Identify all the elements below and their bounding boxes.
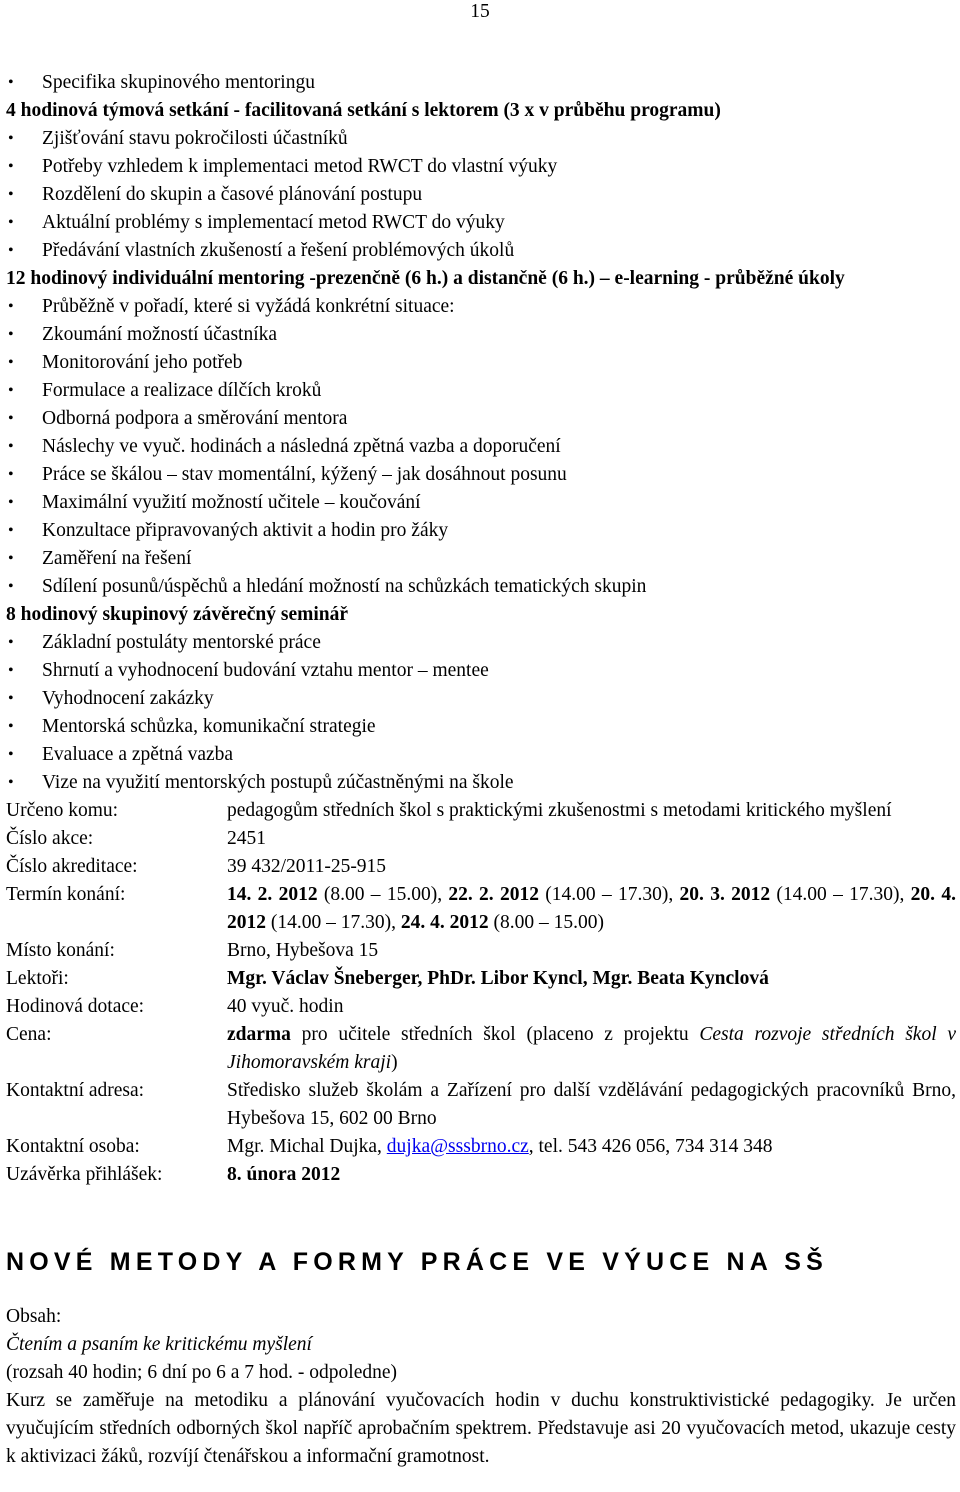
info-value-dates	[227, 881, 956, 937]
time: (8.00 – 15.00)	[488, 912, 604, 933]
info-value-price	[227, 1021, 956, 1077]
project-name: Cesta rozvoje středních škol v Jihomoravském kraji	[227, 1024, 956, 1073]
section-title-team-meetings: 4 hodinová týmová setkání - facilitovaná setkání s lektorem (3 x v průběhu programu)	[6, 100, 721, 121]
section-title-final-seminar: 8 hodinový skupinový závěrečný seminář	[6, 604, 349, 625]
info-value-lecturers: Mgr. Václav Šneberger, PhDr. Libor Kyncl, Mgr. Beata Kynclová	[227, 968, 769, 989]
list-item: • Monitorování jeho potřeb	[6, 349, 956, 377]
info-label-place: Místo konání:	[6, 940, 115, 961]
course-info-table	[6, 797, 956, 1189]
person-name: Mgr. Michal Dujka,	[227, 1136, 387, 1157]
info-label-person: Kontaktní osoba:	[6, 1136, 140, 1157]
info-value-place: Brno, Hybešova 15	[227, 940, 379, 961]
date: 20. 4. 2012	[227, 884, 956, 933]
info-label-dates: Termín konání:	[6, 884, 126, 905]
date: 14. 2. 2012	[227, 884, 318, 905]
info-label-deadline: Uzávěrka přihlášek:	[6, 1164, 163, 1185]
section-title-individual-mentoring: 12 hodinový individuální mentoring -prezenčně (6 h.) a distančně (6 h.) – e-learning - průběžné úkoly	[6, 268, 845, 289]
info-value-person	[227, 1133, 956, 1161]
list-item: • Vize na využití mentorských postupů zúčastněnými na škole	[6, 769, 956, 797]
course-subtitle: Čtením a psaním ke kritickému myšlení	[6, 1334, 312, 1355]
bullet-list-individual-mentoring	[6, 293, 956, 601]
list-item: • Odborná podpora a směrování mentora	[6, 405, 956, 433]
date: 22. 2. 2012	[448, 884, 539, 905]
info-value-action: 2451	[227, 828, 266, 849]
bullet-list-intro	[6, 69, 956, 97]
price-end: )	[391, 1052, 398, 1073]
list-item: • Základní postuláty mentorské práce	[6, 629, 956, 657]
info-value-deadline: 8. února 2012	[227, 1164, 341, 1185]
list-item: • Specifika skupinového mentoringu	[6, 69, 956, 97]
info-label-target: Určeno komu:	[6, 800, 119, 821]
list-item: • Evaluace a zpětná vazba	[6, 741, 956, 769]
list-item: • Rozdělení do skupin a časové plánování postupu	[6, 181, 956, 209]
price-free: zdarma	[227, 1024, 291, 1045]
info-label-price: Cena:	[6, 1024, 52, 1045]
date: 20. 3. 2012	[679, 884, 771, 905]
info-value-target: pedagogům středních škol s praktickými zkušenostmi s metodami kritického myšlení	[227, 800, 892, 821]
list-item: • Shrnutí a vyhodnocení budování vztahu mentor – mentee	[6, 657, 956, 685]
page-number: 15	[470, 1, 490, 22]
list-item: • Formulace a realizace dílčích kroků	[6, 377, 956, 405]
price-text: pro učitele středních škol (placeno z projektu	[290, 1024, 700, 1045]
document-body	[6, 69, 956, 1471]
list-item: • Vyhodnocení zakázky	[6, 685, 956, 713]
date: 24. 4. 2012	[400, 912, 489, 933]
time: (14.00 – 17.30),	[538, 884, 680, 905]
info-label-lecturers: Lektoři:	[6, 968, 69, 989]
info-label-accreditation: Číslo akreditace:	[6, 856, 138, 877]
course-scope: (rozsah 40 hodin; 6 dní po 6 a 7 hod. - odpoledne)	[6, 1362, 398, 1383]
list-item: • Práce se škálou – stav momentální, kýžený – jak dosáhnout posunu	[6, 461, 956, 489]
list-item: • Náslechy ve vyuč. hodinách a následná zpětná vazba a doporučení	[6, 433, 956, 461]
list-item: • Zaměření na řešení	[6, 545, 956, 573]
person-phone: , tel. 543 426 056, 734 314 348	[528, 1136, 773, 1157]
list-item: • Potřeby vzhledem k implementaci metod RWCT do vlastní výuky	[6, 153, 956, 181]
info-label-action: Číslo akce:	[6, 828, 94, 849]
time: (14.00 – 17.30),	[770, 884, 911, 905]
email-link[interactable]: dujka@sssbrno.cz	[386, 1136, 529, 1157]
info-value-address: Středisko služeb školám a Zařízení pro další vzdělávání pedagogických pracovníků Brno, Hybešova 15, 602 00 Brno	[227, 1080, 956, 1129]
list-item: • Průběžně v pořadí, které si vyžádá konkrétní situace:	[6, 293, 956, 321]
contents-label: Obsah:	[6, 1306, 62, 1327]
bullet-list-final-seminar	[6, 629, 956, 797]
info-label-address: Kontaktní adresa:	[6, 1080, 145, 1101]
course-heading: NOVÉ METODY A FORMY PRÁCE VE VÝUCE NA SŠ	[6, 1248, 829, 1276]
info-value-hours: 40 vyuč. hodin	[227, 996, 344, 1017]
list-item: • Sdílení posunů/úspěchů a hledání možností na schůzkách tematických skupin	[6, 573, 956, 601]
info-label-hours: Hodinová dotace:	[6, 996, 145, 1017]
info-value-accreditation: 39 432/2011-25-915	[227, 856, 387, 877]
list-item: • Zjišťování stavu pokročilosti účastníků	[6, 125, 956, 153]
bullet-list-team-meetings	[6, 125, 956, 265]
list-item: • Konzultace připravovaných aktivit a hodin pro žáky	[6, 517, 956, 545]
time: (14.00 – 17.30),	[266, 912, 401, 933]
course-description: Kurz se zaměřuje na metodiku a plánování vyučovacích hodin v duchu konstruktivistické pedagogiky. Je určen vyučujícím středních odborných škol napříč aprobačním spektrem. Představuje asi 20 vyučovacích metod, ukazuje cesty k aktivizaci žáků, rozvíjí čtenářskou a informační gramotnost.	[6, 1390, 956, 1467]
list-item: • Maximální využití možností učitele – koučování	[6, 489, 956, 517]
list-item: • Předávání vlastních zkušeností a řešení problémových úkolů	[6, 237, 956, 265]
list-item: • Zkoumání možností účastníka	[6, 321, 956, 349]
list-item: • Mentorská schůzka, komunikační strategie	[6, 713, 956, 741]
time: (8.00 – 15.00),	[317, 884, 449, 905]
list-item: • Aktuální problémy s implementací metod RWCT do výuky	[6, 209, 956, 237]
